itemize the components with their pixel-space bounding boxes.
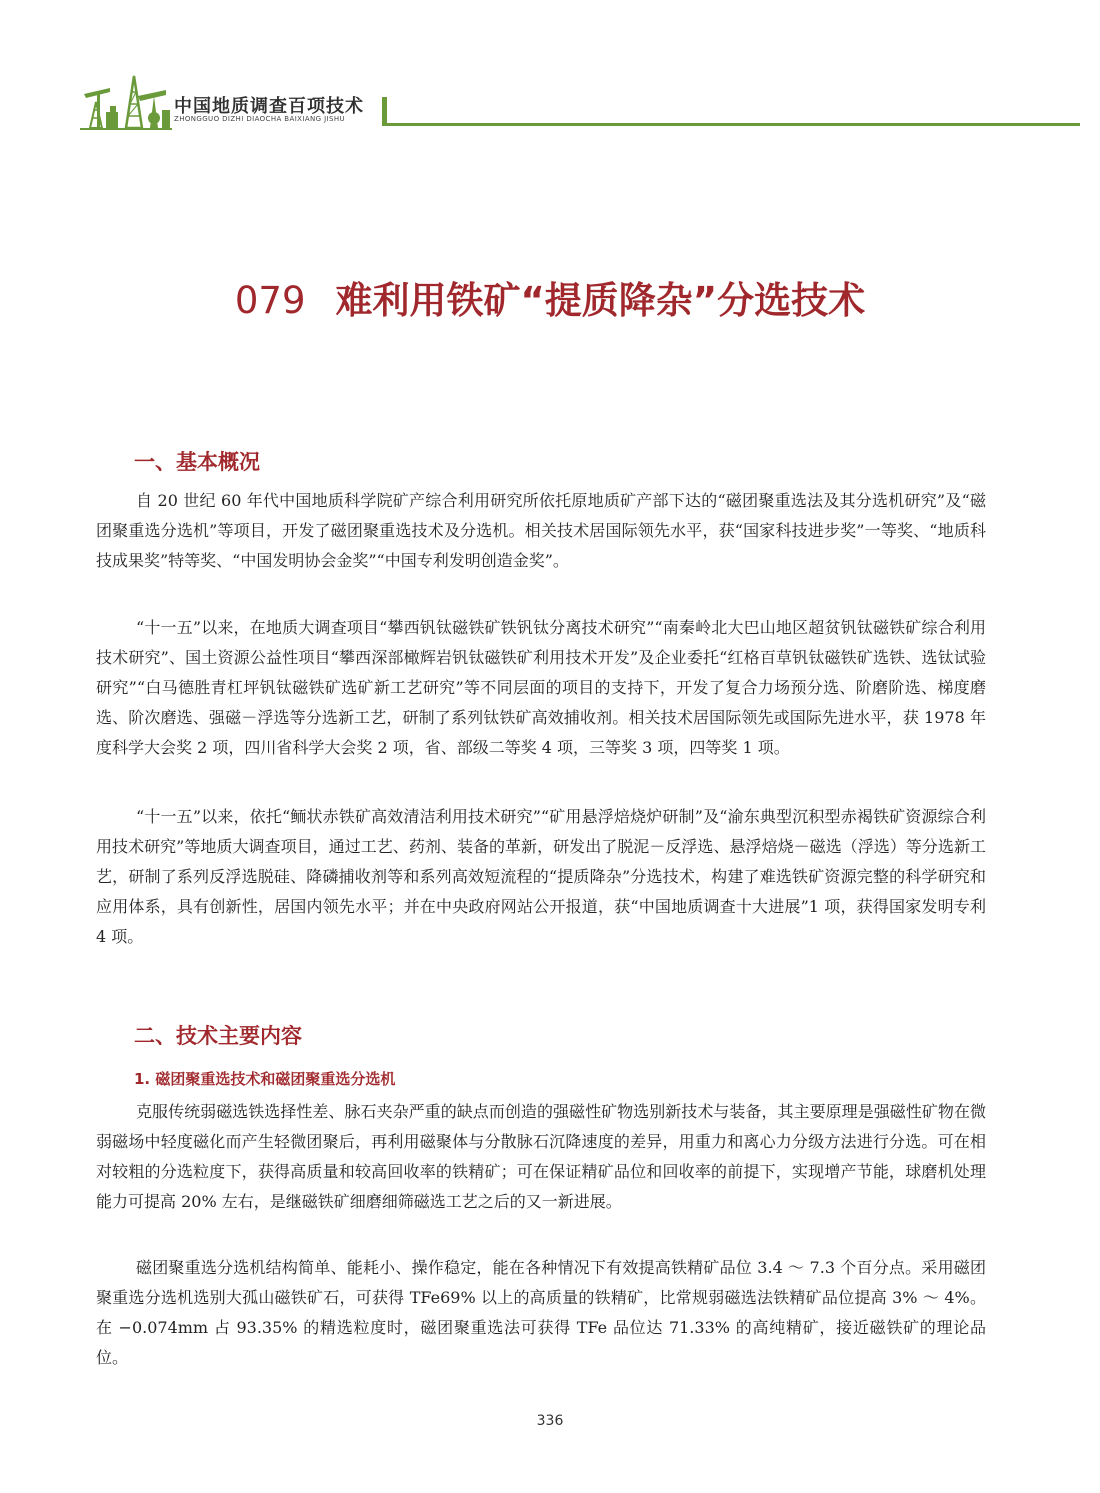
paragraph: 自 20 世纪 60 年代中国地质科学院矿产综合利用研究所依托原地质矿产部下达的“磁团聚重选法及其分选机研究”及“磁团聚重选分选机”等项目，开发了磁团聚重选技术及分选机。相关技术居国际领先水平，获“国家科技进步奖”一等奖、“地质科技成果奖”特等奖、“中国发明协会金奖”“中国专利发明创造金奖”。 [96,491,986,570]
paragraph: 克服传统弱磁选铁选择性差、脉石夹杂严重的缺点而创造的强磁性矿物选别新技术与装备，其主要原理是强磁性矿物在微弱磁场中轻度磁化而产生轻微团聚后，再利用磁聚体与分散脉石沉降速度的差异，用重力和离心力分级方法进行分选。可在相对较粗的分选粒度下，获得高质量和较高回收率的铁精矿；可在保证精矿品位和回收率的前提下，实现增产节能，球磨机处理能力可提高 20% 左右，是继磁铁矿细磨细筛磁选工艺之后的又一新进展。 [96,1102,986,1211]
running-header [80,70,1100,130]
header-rule-line [382,123,1080,126]
article-number: 079 [234,279,306,322]
paragraph: “十一五”以来，依托“鲕状赤铁矿高效清洁利用技术研究”“矿用悬浮焙烧炉研制”及“渝东典型沉积型赤褐铁矿资源综合利用技术研究”等地质大调查项目，通过工艺、药剂、装备的革新，研发出了脱泥－反浮选、悬浮焙烧－磁选（浮选）等分选新工艺，研制了系列反浮选脱硅、降磷捕收剂等和系列高效短流程的“提质降杂”分选技术，构建了难选铁矿资源完整的科学研究和应用体系，具有创新性，居国内领先水平；并在中央政府网站公开报道，获“中国地质调查十大进展”1 项，获得国家发明专利 4 项。 [96,807,986,946]
series-title: 中国地质调查百项技术 [174,96,364,117]
article-title-text: 难利用铁矿“提质降杂”分选技术 [335,279,866,322]
paragraph: “十一五”以来，在地质大调查项目“攀西钒钛磁铁矿铁钒钛分离技术研究”“南秦岭北大巴山地区超贫钒钛磁铁矿综合利用技术研究”、国土资源公益性项目“攀西深部橄辉岩钒钛磁铁矿利用技术开发”及企业委托“红格百草钒钛磁铁矿选铁、选钛试验研究”“白马德胜青杠坪钒钛磁铁矿选矿新工艺研究”等不同层面的项目的支持下，开发了复合力场预分选、阶磨阶选、梯度磨选、阶次磨选、强磁－浮选等分选新工艺，研制了系列钛铁矿高效捕收剂。相关技术居国际领先或国际先进水平，获 1978 年度科学大会奖 2 项，四川省科学大会奖 2 项，省、部级二等奖 4 项，三等奖 3 项，四等奖 1 项。 [96,618,986,757]
page-number: 336 [536,1413,564,1429]
section-heading-overview: 一、基本概况 [134,450,260,474]
article-title [0,270,1100,324]
oil-pumpjack-logo-icon [80,72,172,130]
header-rule-bar [382,97,387,125]
subsection-heading: 1. 磁团聚重选技术和磁团聚重选分选机 [134,1070,396,1088]
series-subtitle-pinyin: ZHONGGUO DIZHI DIAOCHA BAIXIANG JISHU [174,115,346,123]
paragraph: 磁团聚重选分选机结构简单、能耗小、操作稳定，能在各种情况下有效提高铁精矿品位 3.4 ～ 7.3 个百分点。采用磁团聚重选分选机选别大孤山磁铁矿石，可获得 TFe69% 以上的高质量的铁精矿，比常规弱磁选法铁精矿品位提高 3% ～ 4%。在 −0.074mm 占 93.35% 的精选粒度时，磁团聚重选法可获得 TFe 品位达 71.33% 的高纯精矿，接近磁铁矿的理论品位。 [96,1258,986,1367]
section-heading-main-content: 二、技术主要内容 [134,1024,302,1048]
